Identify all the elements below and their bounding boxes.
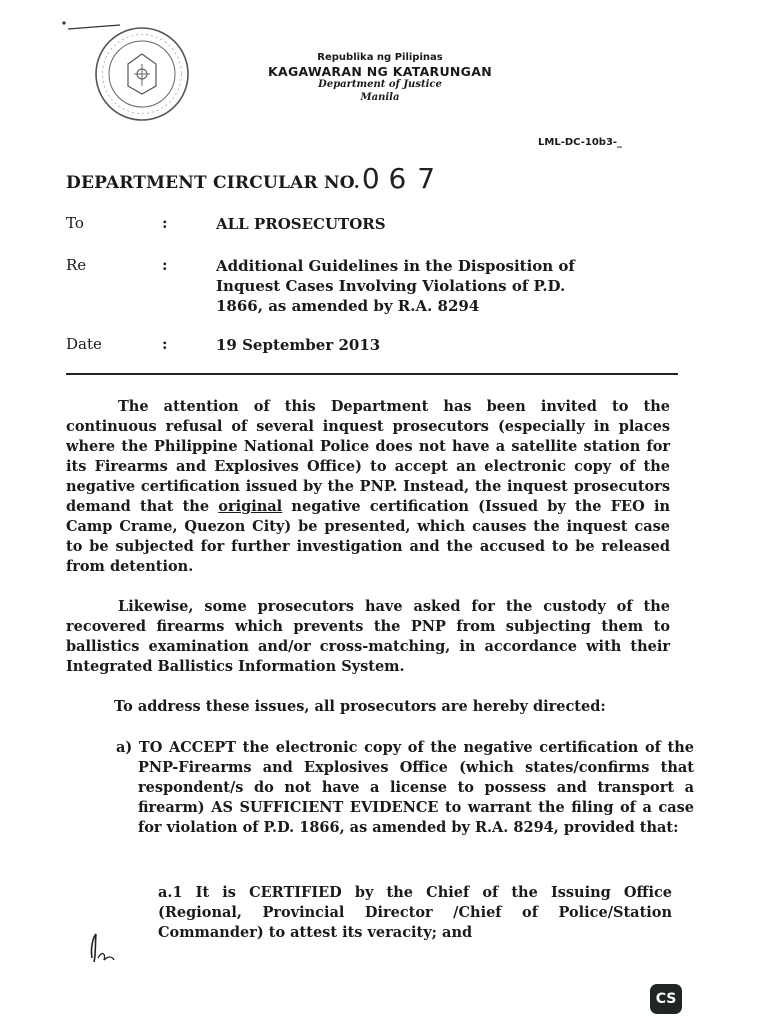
header-divider — [66, 373, 678, 375]
circular-number-handwritten: 0 6 — [361, 162, 407, 195]
directive-a1-text-1: It is — [182, 884, 250, 901]
meta-to-value: ALL PROSECUTORS — [216, 215, 386, 233]
p1-original: original — [218, 498, 283, 515]
p1-text-b: negative certification (Issued by the FEO in Camp Crame, Quezon City) be presented, which causes the inquest case to be subjected for further investigation and the accused to be released from detention. — [66, 498, 670, 575]
body-paragraph-1 — [66, 397, 670, 577]
circular-title — [66, 162, 435, 195]
reference-code: LML-DC-10b3-_ — [538, 137, 623, 148]
doj-seal-icon — [84, 24, 200, 124]
letterhead-department: KAGAWARAN NG KATARUNGAN — [268, 64, 492, 80]
directive-a-label: a) — [116, 739, 133, 756]
camscanner-badge-icon: CS — [650, 984, 682, 1014]
directive-a1 — [158, 883, 672, 943]
meta-colon: : — [162, 214, 168, 232]
p3-text: To address these issues, all prosecutors are hereby directed: — [114, 698, 606, 715]
letterhead-republic: Republika ng Pilipinas — [317, 52, 443, 63]
directive-a-accept: TO ACCEPT — [138, 739, 237, 756]
body-paragraph-2 — [66, 597, 670, 677]
letterhead-department-en: Department of Justice — [318, 79, 442, 91]
directive-a — [116, 738, 694, 838]
meta-date-value: 19 September 2013 — [216, 336, 381, 354]
meta-re-value: Additional Guidelines in the Disposition of Inquest Cases Involving Violations of P.D. 1866, as amended by R.A. 8294 — [216, 257, 575, 315]
body-paragraph-3 — [114, 697, 674, 717]
directive-a-text-2: to warrant the filing of a case for violation of P.D. 1866, as amended by R.A. 8294, provided that: — [138, 799, 694, 836]
meta-re-label: Re — [66, 256, 87, 274]
handwritten-initials-icon — [84, 928, 120, 966]
letterhead-city: Manila — [360, 91, 400, 103]
meta-date-label: Date — [66, 335, 102, 353]
meta-to-label: To — [66, 214, 84, 232]
directive-a-sufficient: AS SUFFICIENT EVIDENCE — [211, 799, 439, 816]
directive-a1-label: a.1 — [158, 884, 183, 901]
circular-label: DEPARTMENT CIRCULAR NO. — [66, 173, 360, 193]
directive-a1-certified: CERTIFIED — [249, 884, 342, 901]
circular-number-typed: 7 — [408, 162, 436, 195]
directive-a-text-1: the electronic copy of the negative certification of the PNP-Firearms and Explosives Office (which states/confirms that respondent/s do not have a license to possess and transport a firearm) — [138, 739, 694, 816]
letterhead — [230, 52, 530, 104]
p2-text: Likewise, some prosecutors have asked for the custody of the recovered firearms which prevents the PNP from subjecting them to ballistics examination and/or cross-matching, in accordance with their Integrated Ballistics Information System. — [66, 598, 670, 675]
p1-text-a: The attention of this Department has been invited to the continuous refusal of several inquest prosecutors (especially in places where the Philippine National Police does not have a satellite station for its Firearms and Explosives Office) to accept an electronic copy of the negative certification issued by the PNP. Instead, the inquest prosecutors demand that the — [66, 398, 670, 515]
meta-colon: : — [162, 335, 168, 353]
meta-colon: : — [162, 256, 168, 274]
directive-a1-text-2: by the Chief of the Issuing Office (Regional, Provincial Director /Chief of Police/Station Commander) to attest its veracity; and — [158, 884, 673, 941]
